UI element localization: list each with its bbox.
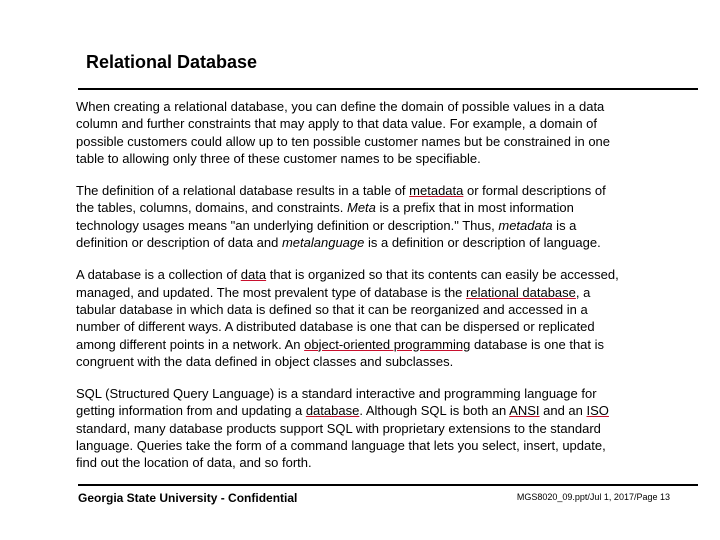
link-object-oriented-programming[interactable]: object-oriented programming: [304, 336, 471, 352]
text-run: definition or description of data and: [76, 235, 282, 251]
footer-confidential: Georgia State University - Confidential: [78, 491, 298, 505]
link-metadata[interactable]: metadata: [409, 183, 464, 199]
text-run: . Although SQL is both an: [359, 403, 510, 419]
text-line: [76, 402, 676, 419]
text-line: possible customers could allow up to ten possible customer names but be constrained in one: [76, 133, 611, 149]
text-line: number of different ways. A distributed database is one that can be dispersed or replicated: [76, 319, 595, 335]
slide-title: Relational Database: [86, 52, 258, 72]
text-line: tabular database in which data is defined so that it can be reorganized and accessed in a: [76, 301, 588, 317]
text-run: getting information from and updating a: [76, 403, 306, 419]
text-run: A database is a collection of: [76, 267, 241, 283]
link-database[interactable]: database: [305, 403, 360, 419]
text-line: find out the location of data, and so forth.: [76, 455, 312, 471]
text-run: , a: [575, 284, 591, 300]
link-relational-database[interactable]: relational database: [466, 284, 576, 300]
text-run: is a definition or description of language.: [364, 235, 601, 251]
text-run: managed, and updated. The most prevalent type of database is the: [76, 284, 467, 300]
text-line: table to allowing only three of these customer names to be specifiable.: [76, 150, 481, 166]
footer-page-info: MGS8020_09.ppt/Jul 1, 2017/Page 13: [516, 492, 670, 502]
text-line: [76, 182, 676, 199]
italic-term-metalanguage: metalanguage: [281, 235, 365, 251]
paragraph-domain: [76, 98, 676, 167]
text-run: the tables, columns, domains, and constraints.: [76, 200, 347, 216]
link-iso[interactable]: ISO: [586, 403, 609, 419]
text-run: database is one that is: [470, 336, 605, 352]
text-line: column and further constraints that may apply to that data value. For example, a domain of: [76, 116, 598, 132]
text-run: is a prefix that in most information: [375, 200, 574, 216]
text-run: technology usages means "an underlying definition or description." Thus,: [76, 217, 499, 233]
paragraph-metadata: [76, 182, 676, 251]
text-line: [76, 217, 676, 234]
text-line: When creating a relational database, you can define the domain of possible values in a data: [76, 99, 605, 114]
text-run: that is organized so that its contents can easily be accessed,: [266, 267, 619, 283]
text-run: among different points in a network. An: [76, 336, 305, 352]
text-line: congruent with the data defined in object classes and subclasses.: [76, 353, 454, 369]
italic-term-metadata: metadata: [498, 217, 553, 233]
footer-divider: [78, 484, 698, 486]
paragraph-database: [76, 266, 676, 370]
link-data[interactable]: data: [240, 267, 267, 283]
text-line: [76, 266, 676, 283]
title-divider: [78, 88, 698, 90]
text-line: [76, 336, 676, 353]
text-run: or formal descriptions of: [463, 183, 606, 199]
slide-body: [76, 98, 676, 487]
link-ansi[interactable]: ANSI: [509, 403, 540, 419]
text-run: is a: [552, 217, 577, 233]
text-line: language. Queries take the form of a command language that lets you select, insert, update,: [76, 438, 606, 454]
text-line: [76, 199, 676, 216]
text-line: SQL (Structured Query Language) is a standard interactive and programming language for: [76, 386, 597, 402]
text-line: [76, 284, 676, 301]
text-line: standard, many database products support SQL with proprietary extensions to the standard: [76, 420, 601, 436]
text-run: and an: [539, 403, 587, 419]
italic-term-meta: Meta: [346, 200, 376, 216]
text-run: The definition of a relational database results in a table of: [76, 183, 410, 199]
paragraph-sql: [76, 385, 676, 471]
text-line: [76, 234, 676, 251]
